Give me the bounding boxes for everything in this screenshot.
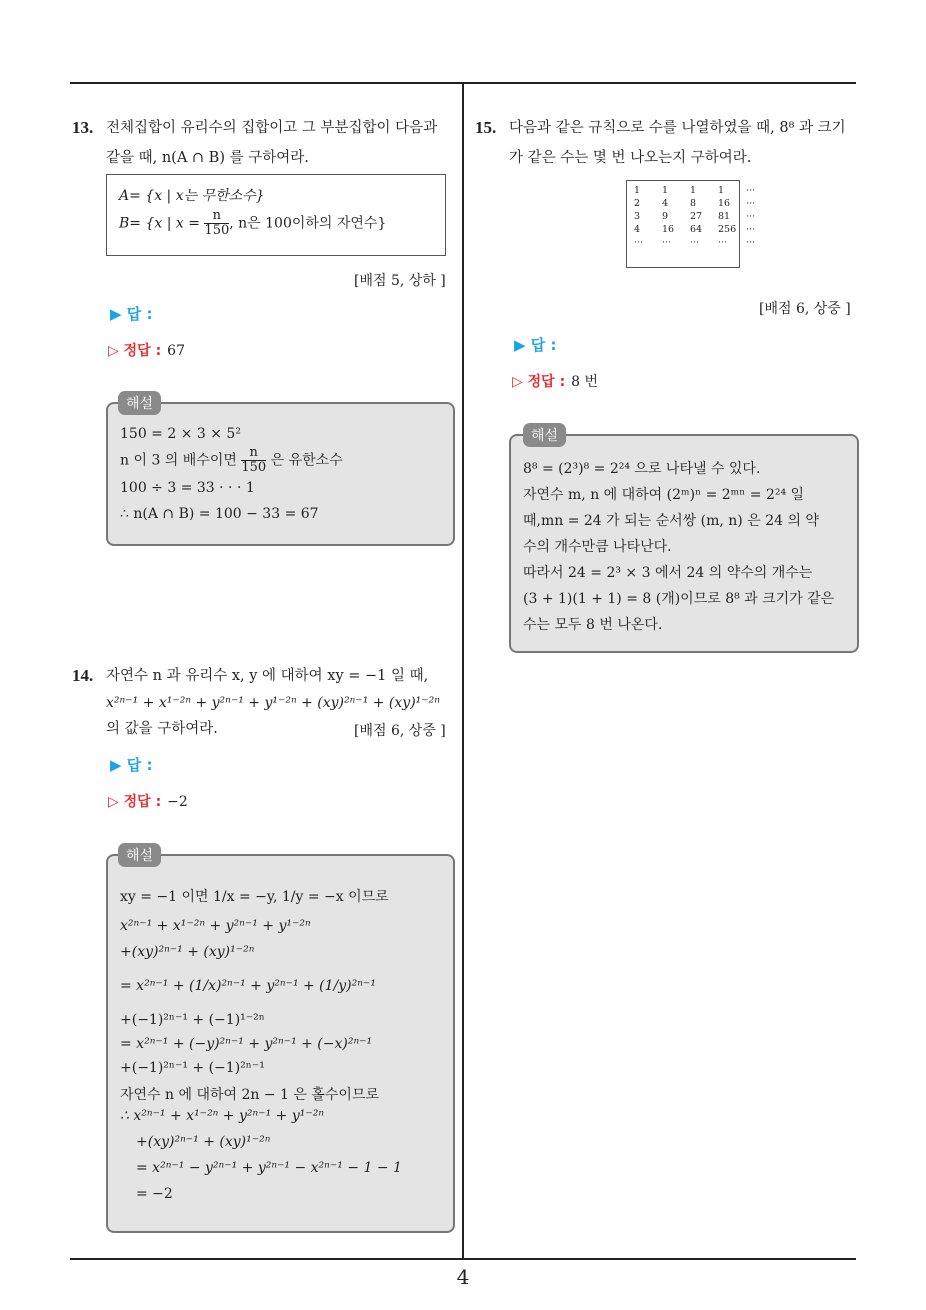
question-text-line1: 다음과 같은 규칙으로 수를 나열하였을 때, 8⁸ 과 크기 bbox=[509, 120, 846, 136]
grid-cell: 16 bbox=[662, 224, 675, 235]
solution-line: +(xy)²ⁿ⁻¹ + (xy)¹⁻²ⁿ bbox=[136, 1134, 271, 1150]
solution-line: ∴ x²ⁿ⁻¹ + x¹⁻²ⁿ + y²ⁿ⁻¹ + y¹⁻²ⁿ bbox=[120, 1108, 325, 1124]
solution-box bbox=[106, 854, 455, 1233]
grid-cell: ··· bbox=[690, 237, 700, 248]
answer-input-label[interactable]: ▶ 답 : bbox=[110, 305, 153, 323]
solution-tag: 해설 bbox=[118, 391, 161, 415]
solution-line: 100 ÷ 3 = 33 · · · 1 bbox=[120, 480, 255, 496]
points-label: [배점 5, 상하 ] bbox=[354, 273, 446, 289]
set-b bbox=[119, 209, 386, 238]
solution-line: (3 + 1)(1 + 1) = 8 (개)이므로 8⁸ 과 크기가 같은 bbox=[523, 591, 835, 607]
question-text-line3: 의 값을 구하여라. bbox=[106, 721, 218, 737]
points-label: [배점 6, 상중 ] bbox=[354, 723, 446, 739]
answer-input-label[interactable]: ▶ 답 : bbox=[110, 756, 153, 774]
number-grid-box bbox=[626, 180, 756, 268]
grid-cell: 1 bbox=[690, 185, 697, 196]
grid-cell: ··· bbox=[662, 237, 672, 248]
solution-line: x²ⁿ⁻¹ + x¹⁻²ⁿ + y²ⁿ⁻¹ + y¹⁻²ⁿ bbox=[120, 918, 311, 934]
correct-answer-value: 67 bbox=[167, 343, 185, 359]
points-label: [배점 6, 상중 ] bbox=[759, 301, 851, 317]
column-divider bbox=[462, 82, 464, 1260]
solution-line: 자연수 n 에 대하여 2n − 1 은 홀수이므로 bbox=[120, 1087, 379, 1103]
question-text-line1: 전체집합이 유리수의 집합이고 그 부분집합이 다음과 bbox=[106, 120, 438, 136]
grid-row bbox=[629, 184, 769, 197]
grid-cell: 2 bbox=[634, 198, 641, 209]
grid-row bbox=[629, 223, 769, 236]
grid-cell: 1 bbox=[662, 185, 669, 196]
solution-line: = x²ⁿ⁻¹ − y²ⁿ⁻¹ + y²ⁿ⁻¹ − x²ⁿ⁻¹ − 1 − 1 bbox=[136, 1160, 402, 1176]
set-a: A= {x | x는 무한소수} bbox=[119, 188, 265, 204]
solution-tag: 해설 bbox=[118, 843, 161, 867]
grid-cell: ··· bbox=[746, 198, 756, 209]
solution-line: ∴ n(A ∩ B) = 100 − 33 = 67 bbox=[120, 506, 319, 522]
solution-line: = x²ⁿ⁻¹ + (1/x)²ⁿ⁻¹ + y²ⁿ⁻¹ + (1/y)²ⁿ⁻¹ bbox=[120, 978, 376, 994]
fraction: $\frac{n}{150}$ bbox=[241, 445, 267, 475]
bottom-rule bbox=[70, 1258, 856, 1260]
number-grid bbox=[629, 184, 769, 249]
solution-line: xy = −1 이면 1/x = −y, 1/y = −x 이므로 bbox=[120, 889, 389, 905]
set-b-right: , n은 100이하의 자연수} bbox=[229, 215, 387, 232]
question-text-line2: x²ⁿ⁻¹ + x¹⁻²ⁿ + y²ⁿ⁻¹ + y¹⁻²ⁿ + (xy)²ⁿ⁻¹ + (xy)¹⁻²ⁿ bbox=[106, 695, 440, 711]
grid-cell: ··· bbox=[746, 211, 756, 222]
set-b-left: B= {x | x = bbox=[119, 215, 205, 232]
question-text-line2: 같을 때, n(A ∩ B) 를 구하여라. bbox=[106, 150, 309, 166]
question-text-line1: 자연수 n 과 유리수 x, y 에 대하여 xy = −1 일 때, bbox=[106, 668, 429, 684]
correct-answer bbox=[108, 340, 185, 360]
solution-line: 자연수 m, n 에 대하여 (2ᵐ)ⁿ = 2ᵐⁿ = 2²⁴ 일 bbox=[523, 487, 805, 503]
question-text-line2: 가 같은 수는 몇 번 나오는지 구하여라. bbox=[509, 150, 752, 166]
solution-line: 수의 개수만큼 나타난다. bbox=[523, 539, 672, 555]
solution-line: 수는 모두 8 번 나온다. bbox=[523, 617, 663, 633]
question-number: 15. bbox=[475, 118, 497, 137]
grid-cell: 16 bbox=[718, 198, 731, 209]
set-b-fraction: $\frac{n}{150}$ bbox=[204, 208, 230, 238]
grid-row bbox=[629, 197, 769, 210]
solution-line: 따라서 24 = 2³ × 3 에서 24 의 약수의 개수는 bbox=[523, 565, 813, 581]
grid-cell: 3 bbox=[634, 211, 641, 222]
grid-cell: 1 bbox=[634, 185, 641, 196]
solution-line: = x²ⁿ⁻¹ + (−y)²ⁿ⁻¹ + y²ⁿ⁻¹ + (−x)²ⁿ⁻¹ bbox=[120, 1036, 373, 1052]
grid-cell: 1 bbox=[718, 185, 725, 196]
answer-input-label[interactable]: ▶ 답 : bbox=[514, 336, 557, 354]
solution-line: 8⁸ = (2³)⁸ = 2²⁴ 으로 나타낼 수 있다. bbox=[523, 461, 761, 477]
correct-answer-value: −2 bbox=[167, 794, 188, 810]
grid-cell: 9 bbox=[662, 211, 669, 222]
grid-cell: ··· bbox=[634, 237, 644, 248]
grid-cell: 81 bbox=[718, 211, 731, 222]
grid-row bbox=[629, 210, 769, 223]
grid-cell: ··· bbox=[746, 224, 756, 235]
grid-cell: 8 bbox=[690, 198, 697, 209]
solution-box bbox=[509, 434, 859, 653]
solution-line: n 이 3 의 배수이면 $\frac{n}{150}$ 은 유한소수 bbox=[120, 445, 343, 475]
grid-cell: ··· bbox=[746, 185, 756, 196]
correct-answer bbox=[512, 371, 598, 391]
grid-cell: 256 bbox=[718, 224, 737, 235]
solution-tag: 해설 bbox=[523, 423, 566, 447]
question-number: 13. bbox=[72, 118, 94, 137]
solution-line: 150 = 2 × 3 × 5² bbox=[120, 426, 241, 442]
solution-box bbox=[106, 402, 455, 546]
question-number: 14. bbox=[72, 666, 94, 685]
correct-answer-label: ▷ 정답 : bbox=[108, 794, 162, 810]
solution-line: = −2 bbox=[136, 1186, 173, 1202]
grid-cell: 4 bbox=[662, 198, 669, 209]
solution-line: +(−1)²ⁿ⁻¹ + (−1)¹⁻²ⁿ bbox=[120, 1012, 265, 1028]
correct-answer-label: ▷ 정답 : bbox=[108, 343, 162, 359]
grid-cell: 27 bbox=[690, 211, 703, 222]
grid-cell: ··· bbox=[746, 237, 756, 248]
solution-line: 때,mn = 24 가 되는 순서쌍 (m, n) 은 24 의 약 bbox=[523, 513, 819, 529]
correct-answer-label: ▷ 정답 : bbox=[512, 374, 566, 390]
page-number: 4 bbox=[456, 1265, 470, 1289]
grid-row bbox=[629, 236, 769, 249]
grid-cell: 4 bbox=[634, 224, 641, 235]
grid-cell: ··· bbox=[718, 237, 728, 248]
set-definition-box bbox=[106, 174, 446, 256]
grid-cell: 64 bbox=[690, 224, 703, 235]
correct-answer bbox=[108, 791, 188, 811]
solution-line: +(xy)²ⁿ⁻¹ + (xy)¹⁻²ⁿ bbox=[120, 944, 255, 960]
correct-answer-value: 8 번 bbox=[571, 374, 599, 390]
solution-line: +(−1)²ⁿ⁻¹ + (−1)²ⁿ⁻¹ bbox=[120, 1060, 265, 1076]
